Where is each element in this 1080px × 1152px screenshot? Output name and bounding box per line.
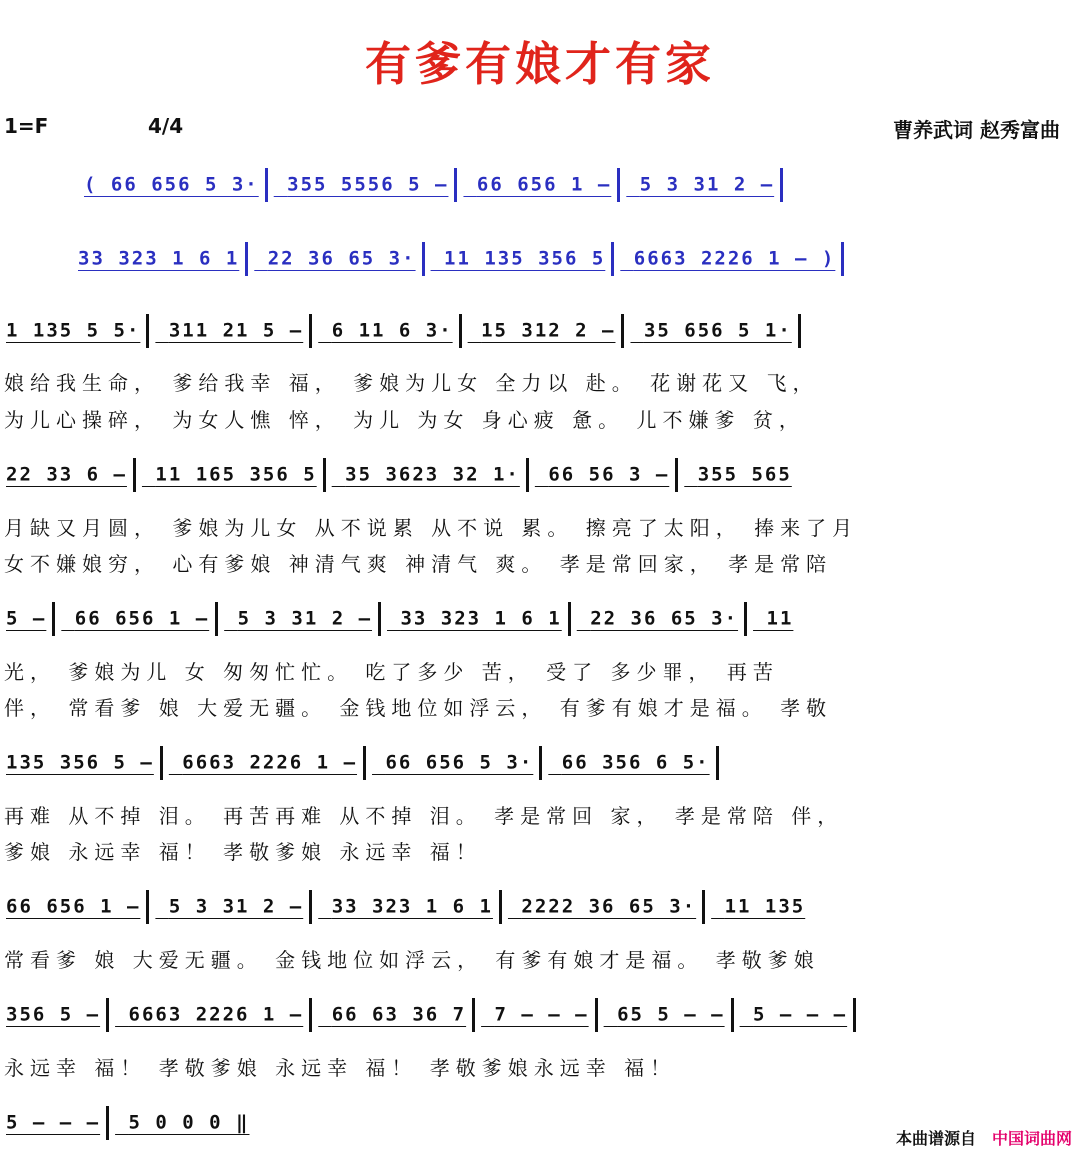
lyric-line: 伴， 常看爹 娘 大爱无疆。 金钱地位如浮云， 有爹有娘才是福。 孝敬 bbox=[4, 696, 833, 720]
measure: 11 135 356 5 bbox=[444, 247, 606, 270]
measure: 5 – bbox=[6, 607, 47, 630]
lyric-line: 永远幸 福！ 孝敬爹娘 永远幸 福！ 孝敬爹娘永远幸 福！ bbox=[4, 1056, 677, 1080]
lyric-line: 女不嫌娘穷， 心有爹娘 神清气爽 神清气 爽。 孝是常回家， 孝是常陪 bbox=[4, 552, 833, 576]
barline bbox=[146, 890, 149, 924]
barline bbox=[309, 890, 312, 924]
measure: 15 312 2 – bbox=[481, 319, 616, 342]
barline bbox=[52, 602, 55, 636]
measure: 5 3 31 2 – bbox=[168, 895, 304, 918]
source-label: 本曲谱源自 bbox=[895, 1129, 976, 1148]
measure: 2222 36 65 3· bbox=[521, 895, 697, 918]
lyric-line: 娘给我生命， 爹给我幸 福， 爹娘为儿女 全力以 赴。 花谢花又 飞， bbox=[4, 371, 819, 395]
barline bbox=[215, 602, 218, 636]
measure: 22 36 65 3· bbox=[590, 607, 739, 630]
barline bbox=[853, 998, 856, 1032]
barline bbox=[595, 998, 598, 1032]
measure: 6663 2226 1 – bbox=[128, 1003, 304, 1026]
lyric-line: 月缺又月圆， 爹娘为儿女 从不说累 从不说 累。 擦亮了太阳， 捧来了月 bbox=[4, 516, 859, 540]
barline bbox=[617, 168, 620, 202]
barline bbox=[675, 458, 678, 492]
measure: 66 56 3 – bbox=[548, 463, 670, 486]
intro-line-2 bbox=[78, 242, 1080, 282]
measure: 5 – – – bbox=[753, 1003, 848, 1026]
measure: 356 5 – bbox=[6, 1003, 101, 1026]
measure: 22 33 6 – bbox=[6, 463, 127, 486]
site-name[interactable]: 中国词曲网 bbox=[991, 1129, 1072, 1148]
measure: 66 656 5 3· bbox=[385, 751, 534, 774]
barline bbox=[146, 314, 149, 348]
repeat-barline bbox=[363, 746, 366, 780]
measure: 1 135 5 5· bbox=[6, 319, 141, 342]
measure: 66 63 36 7 bbox=[331, 1003, 467, 1026]
source-credit bbox=[896, 1126, 1072, 1149]
measure: 11 bbox=[766, 607, 794, 630]
barline bbox=[422, 242, 425, 276]
notation-line-4 bbox=[6, 746, 1080, 786]
time-signature: 4/4 bbox=[148, 114, 184, 138]
credits: 曹养武词 赵秀富曲 bbox=[893, 118, 1060, 142]
measure: 66 356 6 5· bbox=[561, 751, 710, 774]
measure: 6 11 6 3· bbox=[331, 319, 453, 342]
measure: 66 656 1 – bbox=[476, 173, 612, 196]
barline bbox=[265, 168, 268, 202]
measure: 5 0 0 0 ‖ bbox=[128, 1111, 250, 1134]
measure: 11 135 bbox=[724, 895, 806, 918]
measure: 355 5556 5 – bbox=[287, 173, 449, 196]
barline bbox=[702, 890, 705, 924]
notation-line-5 bbox=[6, 890, 1080, 930]
barline bbox=[245, 242, 248, 276]
barline bbox=[611, 242, 614, 276]
intro-line-1 bbox=[84, 168, 1080, 208]
barline bbox=[744, 602, 747, 636]
barline bbox=[459, 314, 462, 348]
measure: 5 3 31 2 – bbox=[237, 607, 373, 630]
measure: 355 565 bbox=[697, 463, 792, 486]
barline bbox=[716, 746, 719, 780]
barline bbox=[780, 168, 783, 202]
measure: 33 323 1 6 1 bbox=[331, 895, 493, 918]
measure: 35 3623 32 1· bbox=[345, 463, 520, 486]
measure: 11 165 356 5 bbox=[155, 463, 317, 486]
measure: 22 36 65 3· bbox=[267, 247, 416, 270]
measure: 311 21 5 – bbox=[168, 319, 304, 342]
barline bbox=[309, 998, 312, 1032]
barline bbox=[798, 314, 801, 348]
measure: 135 356 5 – bbox=[6, 751, 154, 774]
barline bbox=[454, 168, 457, 202]
barline bbox=[539, 746, 542, 780]
notation-line-1 bbox=[6, 314, 1080, 354]
barline bbox=[621, 314, 624, 348]
barline bbox=[106, 998, 109, 1032]
measure: 6663 2226 1 – ) bbox=[633, 247, 836, 270]
notation-line-2 bbox=[6, 458, 1080, 498]
barline bbox=[841, 242, 844, 276]
notation-line-3 bbox=[6, 602, 1080, 642]
barline bbox=[133, 458, 136, 492]
barline bbox=[160, 746, 163, 780]
measure: 6663 2226 1 – bbox=[182, 751, 358, 774]
measure: 66 656 1 – bbox=[6, 895, 141, 918]
lyric-line: 为儿心操碎， 为女人憔 悴， 为儿 为女 身心疲 惫。 儿不嫌爹 贫， bbox=[4, 408, 805, 432]
measure: 35 656 5 1· bbox=[643, 319, 792, 342]
lyric-line: 常看爹 娘 大爱无疆。 金钱地位如浮云， 有爹有娘才是福。 孝敬爹娘 bbox=[4, 948, 820, 972]
barline bbox=[378, 602, 381, 636]
barline bbox=[472, 998, 475, 1032]
lyric-line: 再难 从不掉 泪。 再苦再难 从不掉 泪。 孝是常回 家， 孝是常陪 伴， bbox=[4, 804, 844, 828]
measure: ( 66 656 5 3· bbox=[84, 173, 259, 196]
notation-line-6 bbox=[6, 998, 1080, 1038]
measure: 65 5 – – bbox=[617, 1003, 725, 1026]
barline bbox=[731, 998, 734, 1032]
measure: 5 3 31 2 – bbox=[639, 173, 775, 196]
measure: 33 323 1 6 1 bbox=[400, 607, 562, 630]
barline bbox=[323, 458, 326, 492]
key-signature: 1=F bbox=[4, 114, 49, 138]
barline bbox=[309, 314, 312, 348]
barline bbox=[106, 1106, 109, 1140]
lyric-line: 光， 爹娘为儿 女 匆匆忙忙。 吃了多少 苦， 受了 多少罪， 再苦 bbox=[4, 660, 779, 684]
measure: 66 656 1 – bbox=[74, 607, 210, 630]
barline bbox=[568, 602, 571, 636]
lyric-line: 爹娘 永远幸 福！ 孝敬爹娘 永远幸 福！ bbox=[4, 840, 482, 864]
barline bbox=[526, 458, 529, 492]
measure: 7 – – – bbox=[494, 1003, 589, 1026]
measure: 33 323 1 6 1 bbox=[78, 247, 240, 270]
barline bbox=[499, 890, 502, 924]
measure: 5 – – – bbox=[6, 1111, 101, 1134]
song-title: 有爹有娘才有家 bbox=[365, 37, 715, 91]
